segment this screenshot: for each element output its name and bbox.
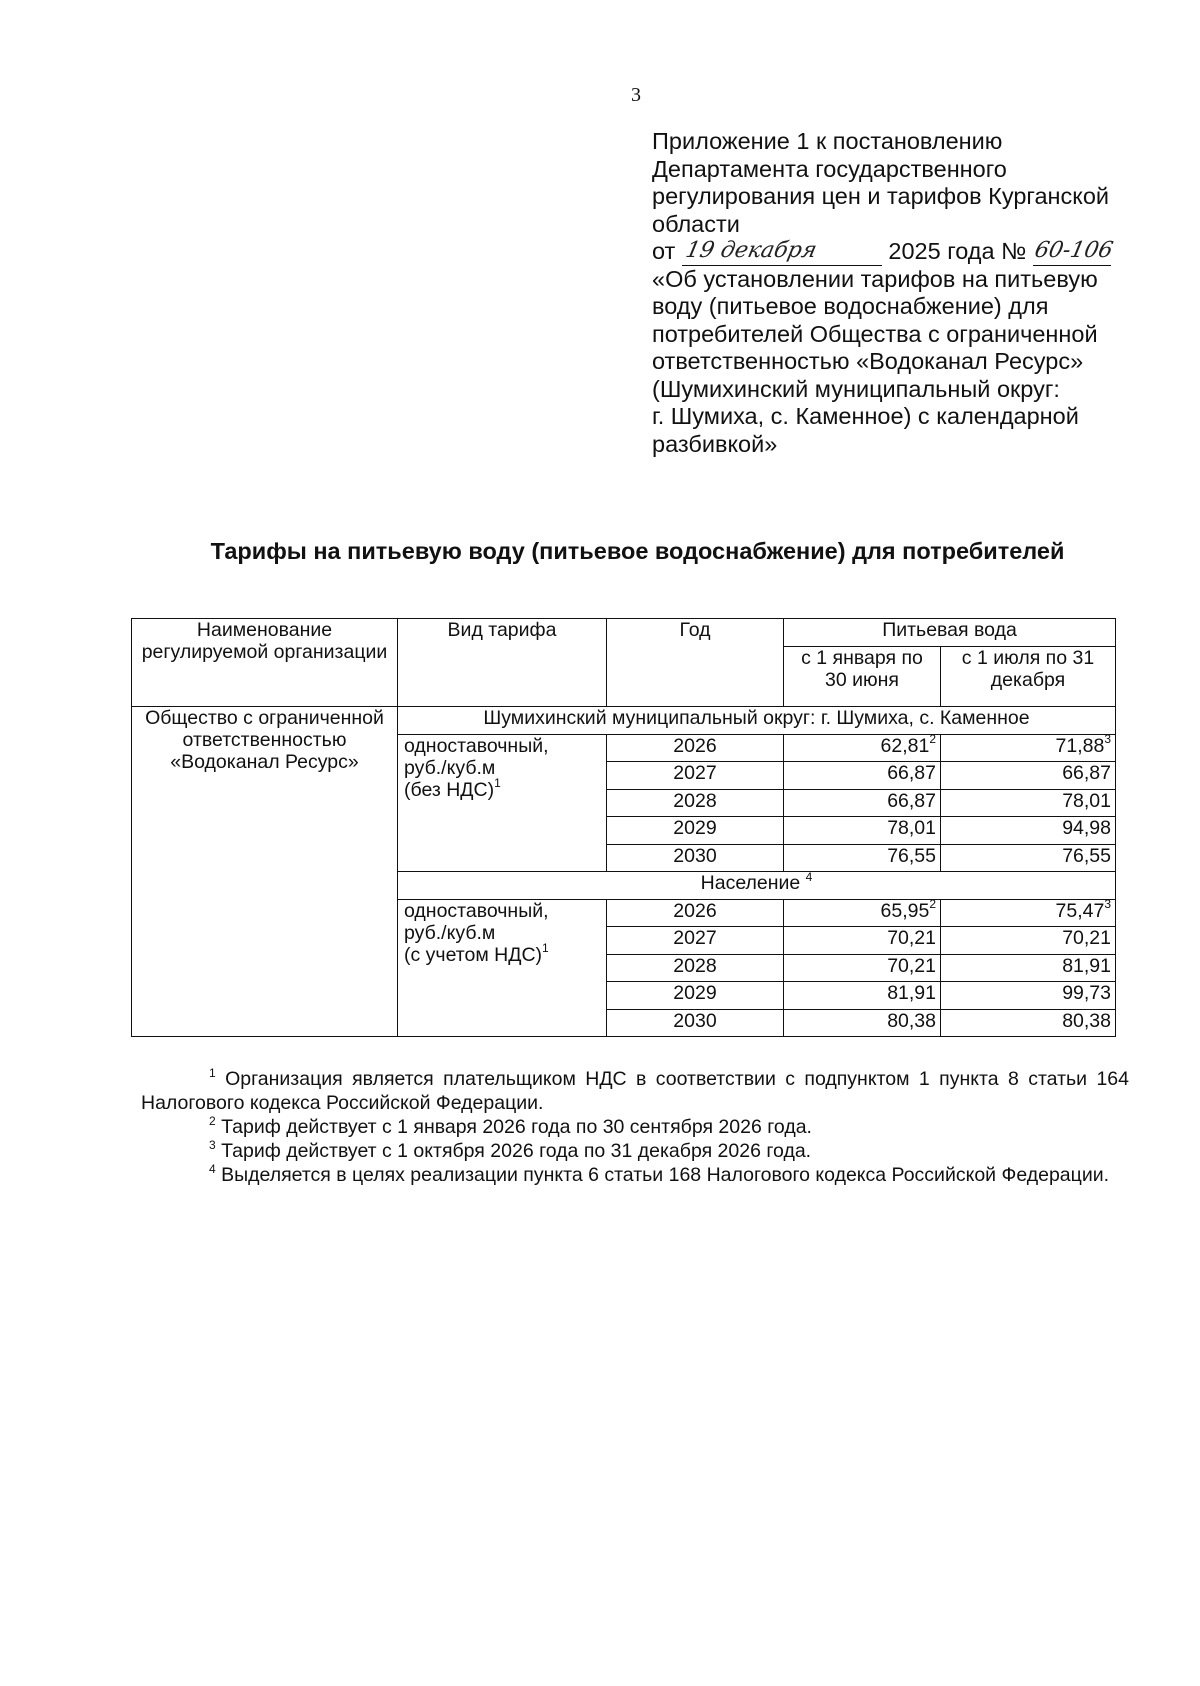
appendix-line: Приложение 1 к постановлению <box>652 128 1003 154</box>
value-cell: 81,91 <box>784 982 941 1010</box>
footnote-mark: 3 <box>1104 899 1111 911</box>
value-cell: 81,91 <box>941 954 1116 982</box>
subject-line: потребителей Общества с ограниченной <box>652 320 1098 347</box>
appendix-line: регулирования цен и тарифов Курганской <box>652 183 1110 209</box>
tariff-type-cell <box>398 899 607 1037</box>
value-cell: 66,87 <box>784 762 941 790</box>
year-cell: 2029 <box>607 982 784 1010</box>
year-cell: 2030 <box>607 1009 784 1037</box>
footnote: $^1$ Организация является плательщиком НДС в соответствии с подпунктом 1 пункта 8 статьи 164 Налогового кодекса Российской Федерации. <box>141 1065 1130 1114</box>
header-water: Питьевая вода <box>784 619 1116 647</box>
population-row: Население $^4$ <box>398 872 1116 900</box>
year-cell: 2028 <box>607 789 784 817</box>
footnote: $^4$ Выделяется в целях реализации пункта 6 статьи 168 Налогового кодекса Российской Федерации. <box>209 1161 1110 1186</box>
subject-line: ответственностью «Водоканал Ресурс» <box>652 348 1084 374</box>
year-cell: 2026 <box>607 734 784 762</box>
tariff-line: (с учетом НДС) <box>404 943 543 966</box>
organization-name: Общество с ограниченной ответственностью «Водоканал Ресурс» <box>132 707 398 1037</box>
subject-line: «Об установлении тарифов на питьевую <box>652 265 1098 292</box>
subject-line: воду (питьевое водоснабжение) для <box>652 293 1049 319</box>
header-period1: с 1 января по 30 июня <box>784 646 941 706</box>
footnote-mark: 3 <box>1104 734 1111 746</box>
value-cell: 75,47$^3$ <box>941 899 1116 927</box>
handwritten-date: 19 декабря <box>683 238 819 263</box>
value-cell: 80,38 <box>784 1009 941 1037</box>
footnote-mark: 4 <box>805 871 813 884</box>
appendix-line: области <box>652 210 740 237</box>
value-cell: 71,88$^3$ <box>941 734 1116 762</box>
footnote-mark: 1 <box>494 776 501 790</box>
value-cell: 62,81$^2$ <box>784 734 941 762</box>
value-cell: 70,21 <box>941 927 1116 955</box>
tariff-type-cell <box>398 734 607 872</box>
footnote-mark: 2 <box>929 734 936 746</box>
date-prefix: от <box>652 238 676 264</box>
appendix-line: Департамента государственного <box>652 155 1007 182</box>
tariff-line: руб./куб.м <box>404 756 496 779</box>
subject-line: (Шумихинский муниципальный округ: <box>652 375 1060 402</box>
year-cell: 2027 <box>607 927 784 955</box>
value-cell: 66,87 <box>784 789 941 817</box>
header-org: Наименование регулируемой организации <box>132 619 398 707</box>
year-cell: 2030 <box>607 844 784 872</box>
value-cell: 94,98 <box>941 817 1116 845</box>
tariff-line: (без НДС) <box>404 778 495 801</box>
header-tariff-type: Вид тарифа <box>398 619 607 707</box>
year-cell: 2026 <box>607 899 784 927</box>
page-number: 3 <box>631 84 641 106</box>
handwritten-number: 60-106 <box>1032 238 1115 263</box>
value-cell: 99,73 <box>941 982 1116 1010</box>
tariff-line: одноставочный, <box>404 734 549 757</box>
header-year: Год <box>607 619 784 707</box>
year-cell: 2027 <box>607 762 784 790</box>
footnote-mark: 1 <box>542 941 549 955</box>
territory-row: Шумихинский муниципальный округ: г. Шумиха, с. Каменное <box>398 707 1116 735</box>
document-title: Тарифы на питьевую воду (питьевое водоснабжение) для потребителей <box>210 538 1065 564</box>
subject-line: г. Шумиха, с. Каменное) с календарной <box>652 403 1079 429</box>
value-cell: 70,21 <box>784 927 941 955</box>
tariff-table <box>131 618 1116 1037</box>
value-cell: 80,38 <box>941 1009 1116 1037</box>
value-cell: 70,21 <box>784 954 941 982</box>
footnote: $^2$ Тариф действует с 1 января 2026 года по 30 сентября 2026 года. <box>209 1113 812 1138</box>
value-cell: 78,01 <box>941 789 1116 817</box>
value-cell: 66,87 <box>941 762 1116 790</box>
footnote-mark: 2 <box>929 899 936 911</box>
date-field <box>682 239 882 266</box>
header-period2: с 1 июля по 31 декабря <box>941 646 1116 706</box>
tariff-line: руб./куб.м <box>404 921 496 944</box>
year-cell: 2028 <box>607 954 784 982</box>
value-cell: 76,55 <box>784 844 941 872</box>
number-field <box>1032 238 1115 266</box>
year-cell: 2029 <box>607 817 784 845</box>
tariff-line: одноставочный, <box>404 899 549 922</box>
value-cell: 78,01 <box>784 817 941 845</box>
appendix-block <box>652 128 1132 458</box>
year-text: 2025 года № <box>888 238 1027 264</box>
footnotes <box>141 1067 1129 1187</box>
value-cell: 65,95$^2$ <box>784 899 941 927</box>
subject-line: разбивкой» <box>652 430 778 457</box>
footnote: $^3$ Тариф действует с 1 октября 2026 года по 31 декабря 2026 года. <box>209 1137 812 1162</box>
value-cell: 76,55 <box>941 844 1116 872</box>
date-line <box>652 238 1132 266</box>
